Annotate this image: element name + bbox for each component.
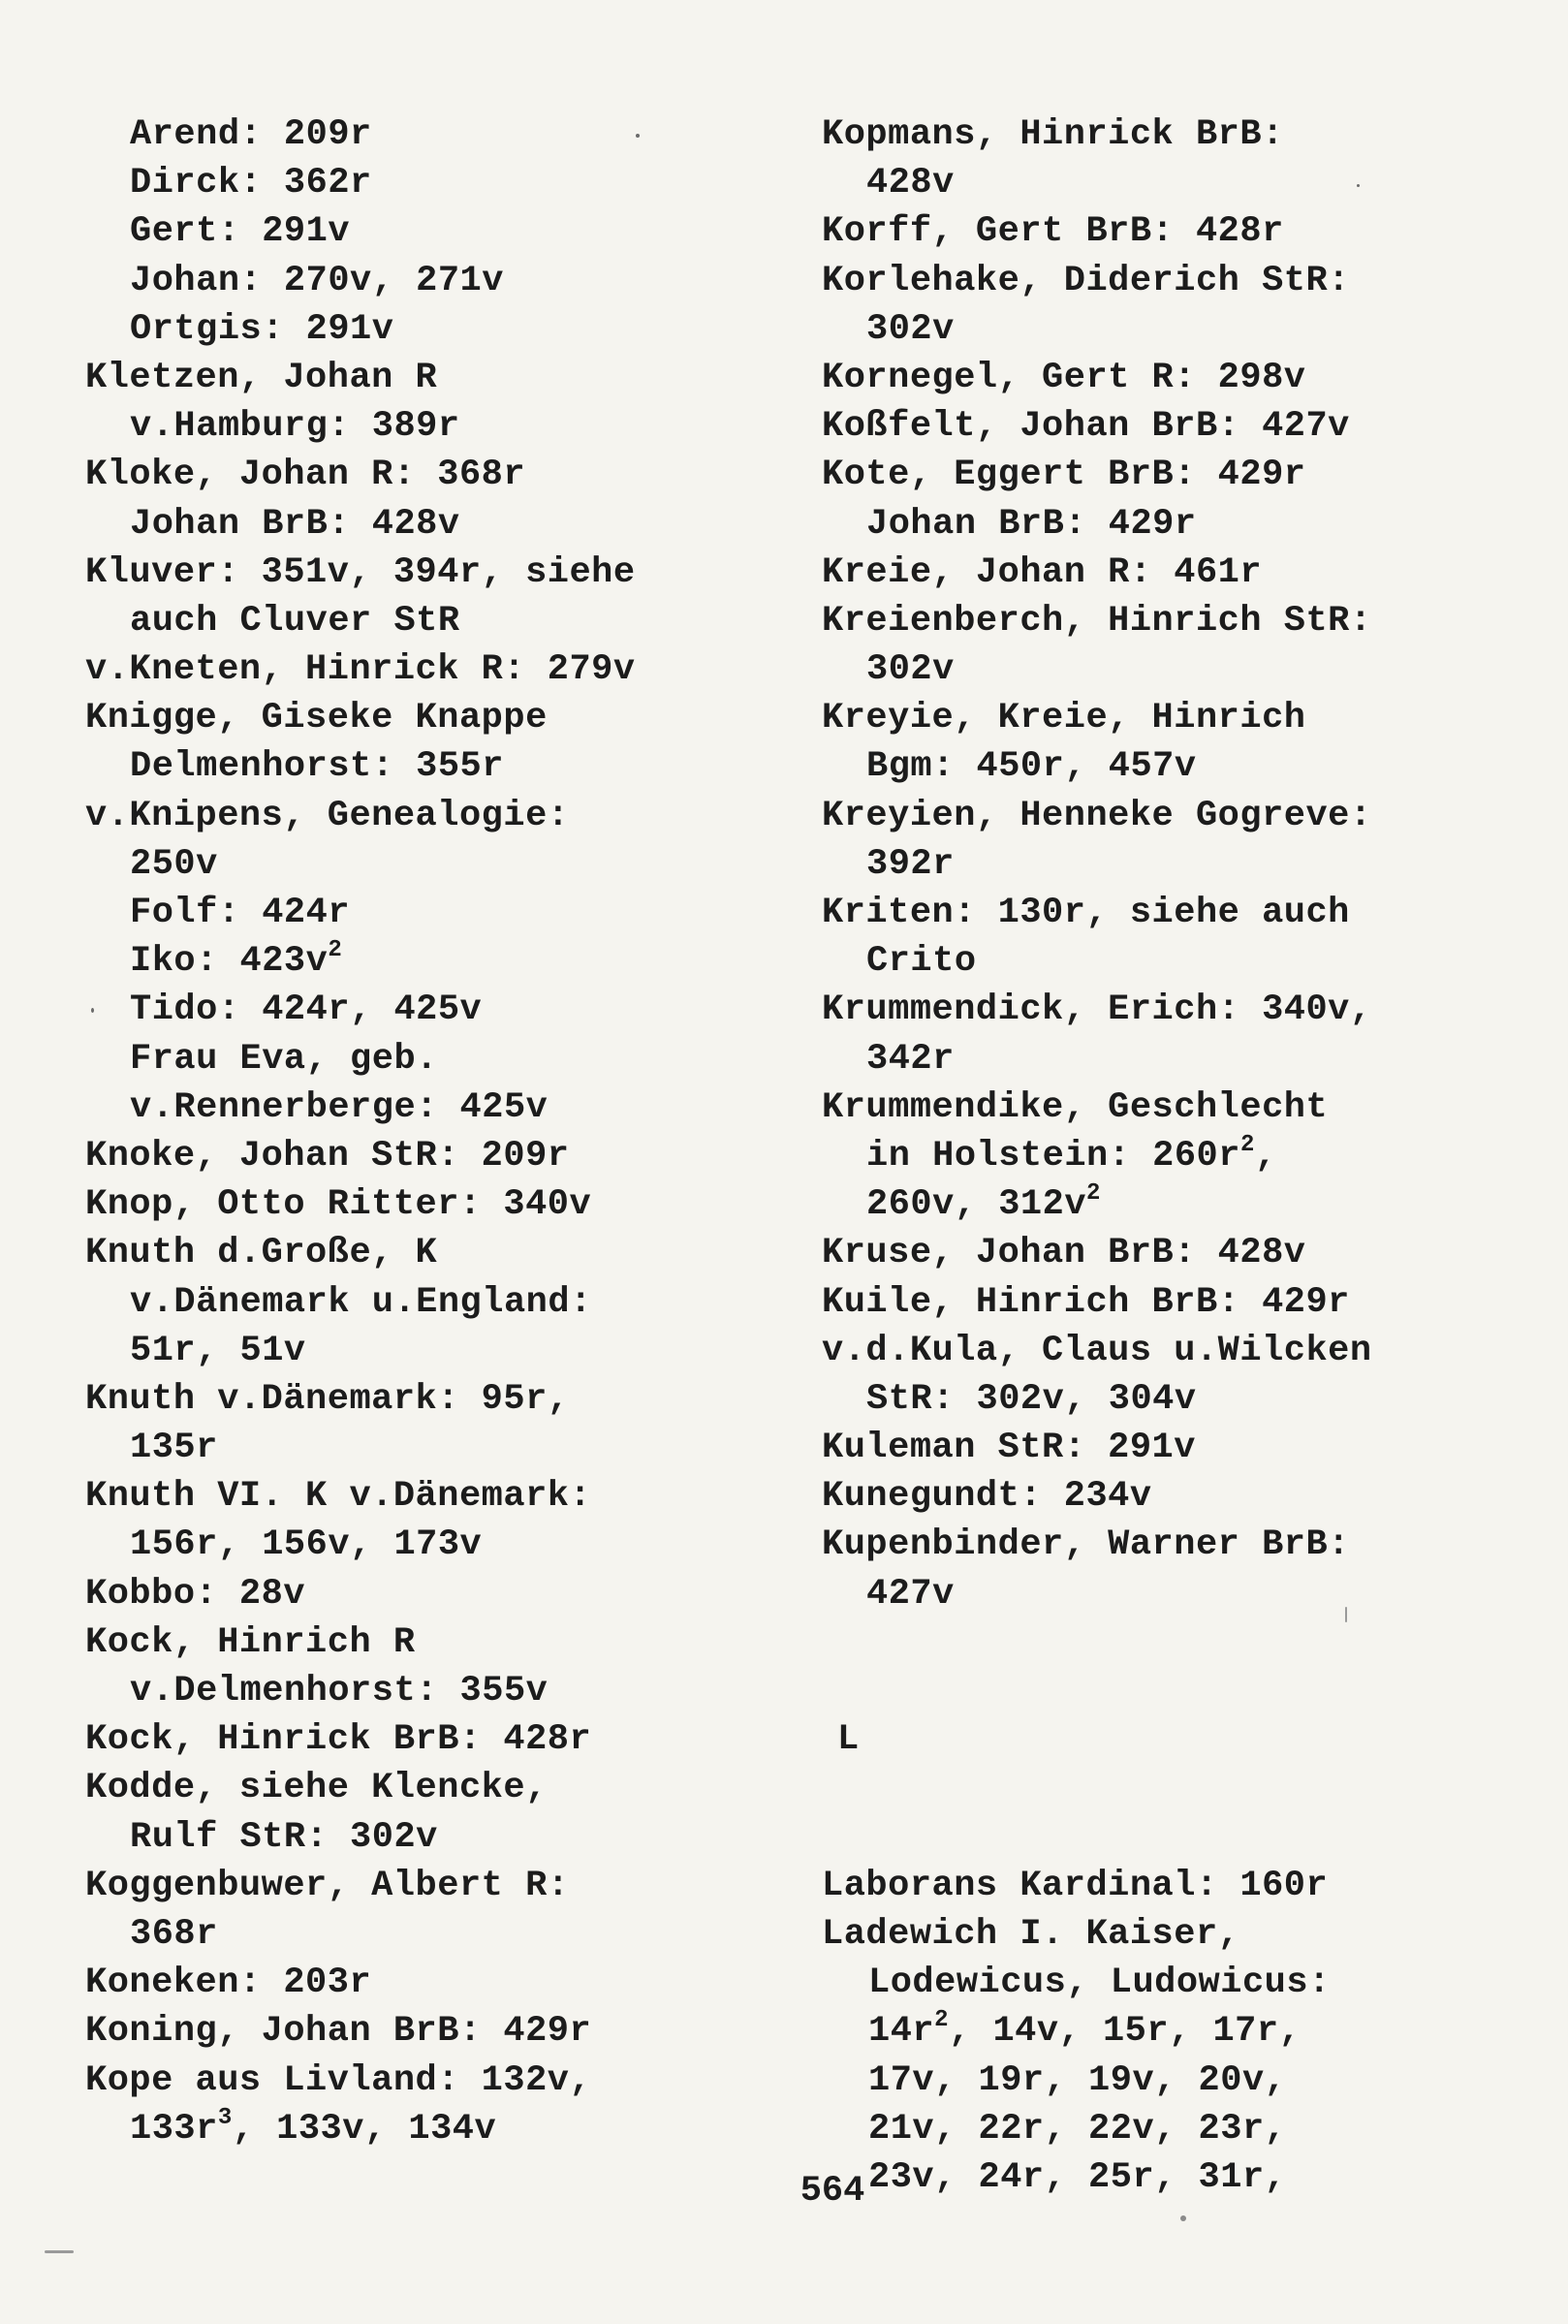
index-entry (85, 1375, 822, 1424)
index-entry-continuation (85, 889, 822, 937)
blank-line (822, 1764, 1558, 1812)
index-entry (85, 1862, 822, 1910)
entry-text: Tido: 424r, 425v (130, 989, 483, 1031)
index-entry (822, 1327, 1558, 1375)
index-entry-continuation (85, 1035, 822, 1083)
entry-text: Kluver: 351v, 394r, siehe (85, 551, 636, 593)
entry-text-tail: , 14v, 15r, 17r, (949, 2011, 1301, 2053)
entry-text: Knuth d.Große, K (85, 1233, 438, 1274)
entry-text: Ladewich I. Kaiser, (822, 1913, 1240, 1955)
left-index-column (85, 110, 822, 2153)
entry-text: Crito (866, 941, 977, 983)
index-entry-continuation (85, 305, 822, 354)
entry-text: 250v (130, 843, 218, 885)
entry-text: 342r (866, 1038, 955, 1080)
index-entry-continuation (85, 257, 822, 305)
entry-text: v.Rennerberge: 425v (130, 1086, 549, 1128)
index-entry-continuation (822, 1375, 1558, 1424)
scan-speck (1357, 184, 1360, 187)
entry-text: Knop, Otto Ritter: 340v (85, 1184, 592, 1226)
section-letter (822, 1715, 1558, 1764)
index-entry (822, 1278, 1558, 1327)
entry-text: 21v, 22r, 22v, 23r, (868, 2108, 1287, 2150)
entry-text: Kote, Eggert BrB: 429r (822, 455, 1306, 496)
index-entry (85, 792, 822, 840)
entry-text: Koßfelt, Johan BrB: 427v (822, 406, 1350, 448)
entry-text: Krummendike, Geschlecht (822, 1086, 1329, 1128)
scan-speck (636, 134, 640, 138)
index-entry-continuation (85, 110, 822, 159)
entry-text: Arend: 209r (130, 114, 372, 155)
index-entry (822, 1862, 1558, 1910)
entry-text: 14r (868, 2011, 935, 2053)
entry-text-tail: , 133v, 134v (232, 2108, 497, 2150)
index-entry-continuation (85, 2105, 822, 2153)
index-entry-continuation (85, 1667, 822, 1715)
index-entry-continuation (85, 1278, 822, 1327)
entry-text: Kletzen, Johan R (85, 357, 438, 398)
index-entry (85, 1180, 822, 1229)
entry-text: 368r (130, 1913, 218, 1955)
index-entry-continuation (822, 2057, 1558, 2105)
superscript-count: 2 (328, 937, 343, 964)
entry-text: 17v, 19r, 19v, 20v, (868, 2059, 1287, 2101)
entry-text: Ortgis: 291v (130, 308, 394, 350)
index-entry-continuation (822, 305, 1558, 354)
entry-text: Johan: 270v, 271v (130, 260, 504, 301)
index-entry (822, 1521, 1558, 1569)
index-entry-continuation (822, 1570, 1558, 1618)
entry-text: 51r, 51v (130, 1330, 306, 1371)
index-entry-continuation (85, 500, 822, 549)
index-entry-continuation (822, 1959, 1558, 2007)
index-entry (822, 207, 1558, 256)
index-entry (822, 1910, 1558, 1959)
entry-text: 392r (866, 843, 955, 885)
entry-text: Kupenbinder, Warner BrB: (822, 1524, 1350, 1566)
index-entry (822, 110, 1558, 159)
index-entry (85, 1132, 822, 1180)
index-entry-continuation (85, 207, 822, 256)
entry-text: 23v, 24r, 25r, 31r, (868, 2156, 1287, 2198)
entry-text: Bgm: 450r, 457v (866, 746, 1197, 788)
index-entry (85, 1472, 822, 1521)
entry-text: L (837, 1719, 860, 1761)
entry-text: v.Kneten, Hinrick R: 279v (85, 649, 636, 691)
index-entry-continuation (85, 1083, 822, 1132)
entry-text: Koning, Johan BrB: 429r (85, 2011, 592, 2053)
entry-text: 156r, 156v, 173v (130, 1524, 483, 1566)
entry-text: Iko: 423v (130, 941, 329, 983)
index-entry (85, 645, 822, 694)
entry-text: Krummendick, Erich: 340v, (822, 989, 1372, 1031)
index-entry (822, 1472, 1558, 1521)
index-entry (85, 1229, 822, 1277)
entry-text: Johan BrB: 428v (130, 503, 460, 545)
index-entry (822, 549, 1558, 597)
index-entry-continuation (85, 1813, 822, 1862)
index-entry-continuation (85, 1424, 822, 1472)
index-entry (85, 451, 822, 499)
entry-text: Kloke, Johan R: 368r (85, 455, 526, 496)
entry-text: Delmenhorst: 355r (130, 746, 504, 788)
entry-text: Kopmans, Hinrick BrB: (822, 114, 1284, 155)
index-entry-continuation (822, 645, 1558, 694)
index-entry (85, 1570, 822, 1618)
superscript-count: 3 (217, 2104, 233, 2131)
entry-text: Koneken: 203r (85, 1963, 372, 2004)
entry-text: Frau Eva, geb. (130, 1038, 438, 1080)
index-entry-continuation (85, 937, 822, 986)
index-entry-continuation (822, 159, 1558, 207)
entry-text: 302v (866, 649, 955, 691)
entry-text: Kruse, Johan BrB: 428v (822, 1233, 1306, 1274)
entry-text: Laborans Kardinal: 160r (822, 1865, 1329, 1906)
scan-speck (1180, 2215, 1186, 2221)
index-entry (822, 694, 1558, 742)
index-entry-continuation (85, 1521, 822, 1569)
entry-text: Johan BrB: 429r (866, 503, 1197, 545)
entry-text: 428v (866, 163, 955, 204)
entry-text: Kunegundt: 234v (822, 1476, 1152, 1518)
index-entry (822, 1424, 1558, 1472)
scan-speck (1345, 1607, 1347, 1622)
scan-speck (45, 2250, 74, 2253)
scan-speck (91, 1008, 94, 1013)
index-entry (822, 1229, 1558, 1277)
superscript-count: 2 (934, 2007, 950, 2034)
index-entry (85, 549, 822, 597)
entry-text: Folf: 424r (130, 893, 351, 933)
index-entry-continuation (85, 402, 822, 451)
entry-text: in Holstein: 260r (866, 1135, 1240, 1177)
entry-text: Knigge, Giseke Knappe (85, 698, 548, 739)
entry-text: Kreyien, Henneke Gogreve: (822, 795, 1372, 836)
entry-text: Kriten: 130r, siehe auch (822, 893, 1350, 933)
entry-text: 133r (130, 2108, 218, 2150)
entry-text: v.Delmenhorst: 355v (130, 1671, 549, 1712)
entry-text: Lodewicus, Ludowicus: (868, 1963, 1331, 2004)
entry-text: 260v, 312v (866, 1184, 1087, 1226)
entry-text: v.Knipens, Genealogie: (85, 795, 570, 836)
entry-text: Rulf StR: 302v (130, 1816, 438, 1858)
entry-text: Knuth v.Dänemark: 95r, (85, 1378, 570, 1420)
index-entry (822, 402, 1558, 451)
index-entry (85, 1764, 822, 1812)
entry-text: v.Dänemark u.England: (130, 1281, 592, 1323)
index-entry (822, 889, 1558, 937)
entry-text: v.Hamburg: 389r (130, 406, 460, 448)
index-entry-continuation (822, 2007, 1558, 2056)
entry-text: Kreie, Johan R: 461r (822, 551, 1263, 593)
index-entry (822, 257, 1558, 305)
blank-line (822, 1618, 1558, 1667)
entry-text: v.d.Kula, Claus u.Wilcken (822, 1330, 1372, 1371)
entry-text: Kreyie, Kreie, Hinrich (822, 698, 1306, 739)
index-entry-continuation (85, 159, 822, 207)
entry-text: Kuile, Hinrich BrB: 429r (822, 1281, 1350, 1323)
index-entry-continuation (822, 2105, 1558, 2153)
entry-text: Kock, Hinrich R (85, 1621, 416, 1663)
entry-text: Gert: 291v (130, 211, 351, 253)
superscript-count: 2 (1086, 1180, 1101, 1208)
index-entry (822, 354, 1558, 402)
index-entry (85, 1618, 822, 1667)
index-entry (822, 986, 1558, 1034)
entry-text: 427v (866, 1573, 955, 1615)
entry-text: Knoke, Johan StR: 209r (85, 1135, 570, 1177)
entry-text: Kock, Hinrick BrB: 428r (85, 1719, 592, 1761)
index-entry-continuation (85, 986, 822, 1034)
index-entry-continuation (822, 1035, 1558, 1083)
right-index-column (822, 110, 1558, 2202)
index-entry-continuation (822, 742, 1558, 791)
index-entry-continuation (822, 1132, 1558, 1180)
index-entry (822, 792, 1558, 840)
page-number: 564 (800, 2171, 865, 2212)
index-entry-continuation (822, 937, 1558, 986)
entry-text: Kope aus Livland: 132v, (85, 2059, 592, 2101)
entry-text: auch Cluver StR (130, 600, 460, 642)
index-entry (822, 597, 1558, 645)
index-entry-continuation (85, 742, 822, 791)
entry-text: Kodde, siehe Klencke, (85, 1768, 548, 1809)
index-entry (85, 1715, 822, 1764)
entry-text: StR: 302v, 304v (866, 1378, 1197, 1420)
blank-line (822, 1813, 1558, 1862)
index-entry (85, 354, 822, 402)
entry-text: 302v (866, 308, 955, 350)
index-entry-continuation (822, 500, 1558, 549)
entry-text: Kornegel, Gert R: 298v (822, 357, 1306, 398)
entry-text: Koggenbuwer, Albert R: (85, 1865, 570, 1906)
entry-text-tail: , (1254, 1135, 1277, 1177)
index-entry-continuation (822, 840, 1558, 889)
entry-text: Knuth VI. K v.Dänemark: (85, 1476, 592, 1518)
entry-text: Kreienberch, Hinrich StR: (822, 600, 1372, 642)
index-entry (85, 2057, 822, 2105)
index-entry (85, 694, 822, 742)
index-entry-continuation (85, 1910, 822, 1959)
index-entry-continuation (85, 1327, 822, 1375)
index-entry (822, 1083, 1558, 1132)
index-entry-continuation (85, 597, 822, 645)
index-entry (822, 451, 1558, 499)
superscript-count: 2 (1239, 1131, 1255, 1158)
entry-text: Korlehake, Diderich StR: (822, 260, 1350, 301)
index-entry-continuation (85, 840, 822, 889)
index-entry-continuation (822, 1180, 1558, 1229)
blank-line (822, 1667, 1558, 1715)
entry-text: 135r (130, 1428, 218, 1469)
entry-text: Kobbo: 28v (85, 1573, 306, 1615)
entry-text: Korff, Gert BrB: 428r (822, 211, 1284, 253)
index-entry (85, 1959, 822, 2007)
index-entry (85, 2007, 822, 2056)
entry-text: Kuleman StR: 291v (822, 1428, 1196, 1469)
entry-text: Dirck: 362r (130, 163, 372, 204)
